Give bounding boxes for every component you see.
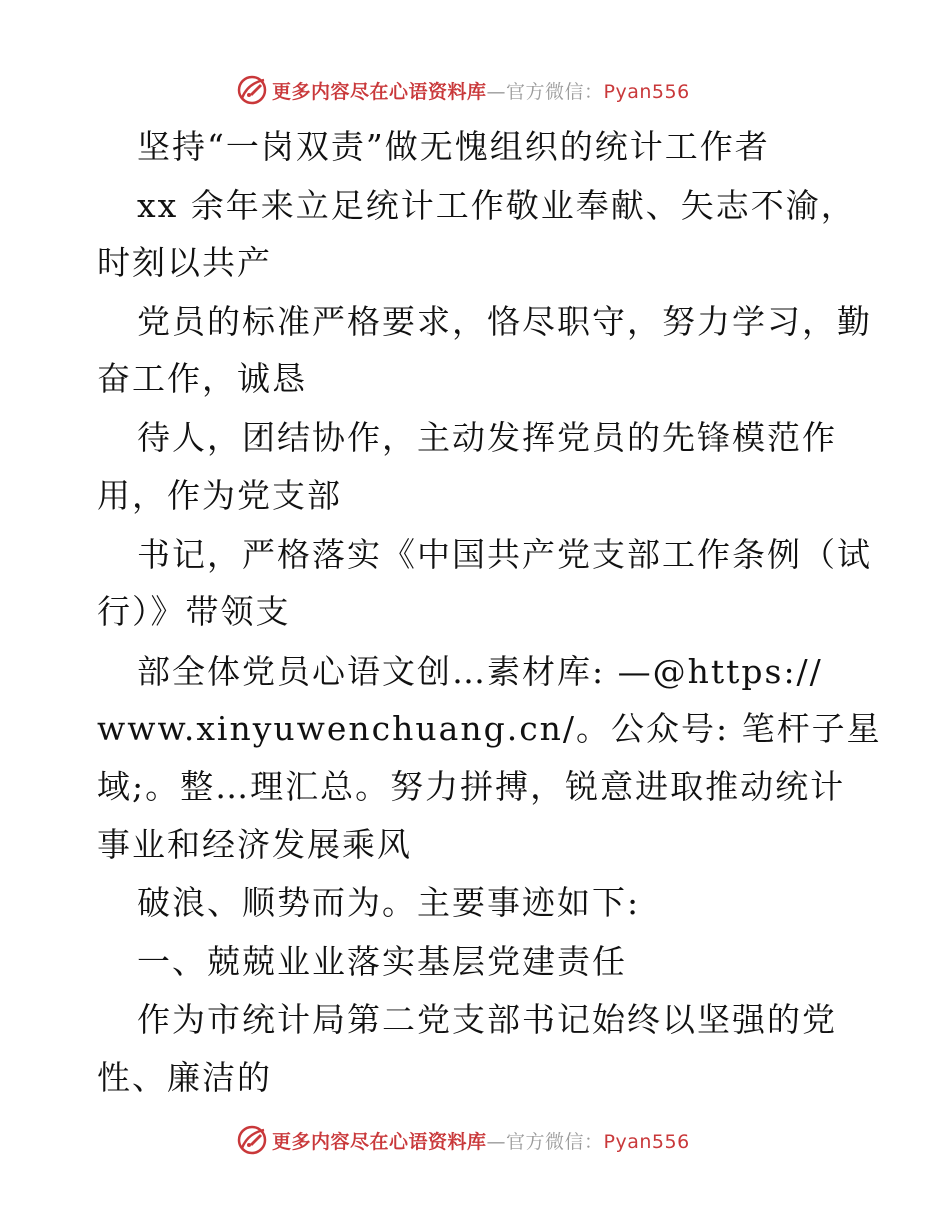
pen-logo-icon	[236, 74, 268, 106]
section-heading: 一、兢兢业业落实基层党建责任	[137, 942, 627, 981]
pen-logo-icon	[236, 1124, 268, 1156]
paragraph-line: 党员的标准严格要求，恪尽职守，努力学习，勤	[137, 302, 872, 341]
paragraph-line: www.xinyuwenchuang.cn/。公众号: 笔杆子星	[97, 709, 882, 748]
footer-watermark-banner	[0, 1120, 950, 1160]
paragraph-line: 书记，严格落实《中国共产党支部工作条例（试	[137, 535, 872, 574]
paragraph-line: xx 余年来立足统计工作敬业奉献、矢志不渝，	[137, 186, 856, 225]
paragraph-line: 用，作为党支部	[97, 476, 342, 515]
paragraph-line: 作为市统计局第二党支部书记始终以坚强的党	[137, 1000, 837, 1039]
header-watermark-banner	[0, 70, 950, 110]
paragraph-line: 域;。整…理汇总。努力拼搏，锐意进取推动统计	[97, 767, 846, 806]
paragraph-line: 行）》带领支	[97, 592, 291, 631]
paragraph-line: 部全体党员心语文创…素材库: —@https://	[137, 652, 823, 691]
document-title: 坚持“一岗双责”做无愧组织的统计工作者	[137, 127, 770, 166]
watermark-text: 更多内容尽在心语资料库—官方微信：Pyan556	[272, 80, 690, 103]
paragraph-line: 破浪、顺势而为。主要事迹如下:	[137, 883, 641, 922]
paragraph-line: 事业和经济发展乘风	[97, 825, 412, 864]
paragraph-line: 奋工作，诚恳	[97, 359, 307, 398]
watermark-text: 更多内容尽在心语资料库—官方微信：Pyan556	[272, 1130, 690, 1153]
paragraph-line: 时刻以共产	[97, 243, 272, 282]
paragraph-line: 性、廉洁的	[97, 1058, 272, 1097]
paragraph-line: 待人，团结协作，主动发挥党员的先锋模范作	[137, 418, 837, 457]
